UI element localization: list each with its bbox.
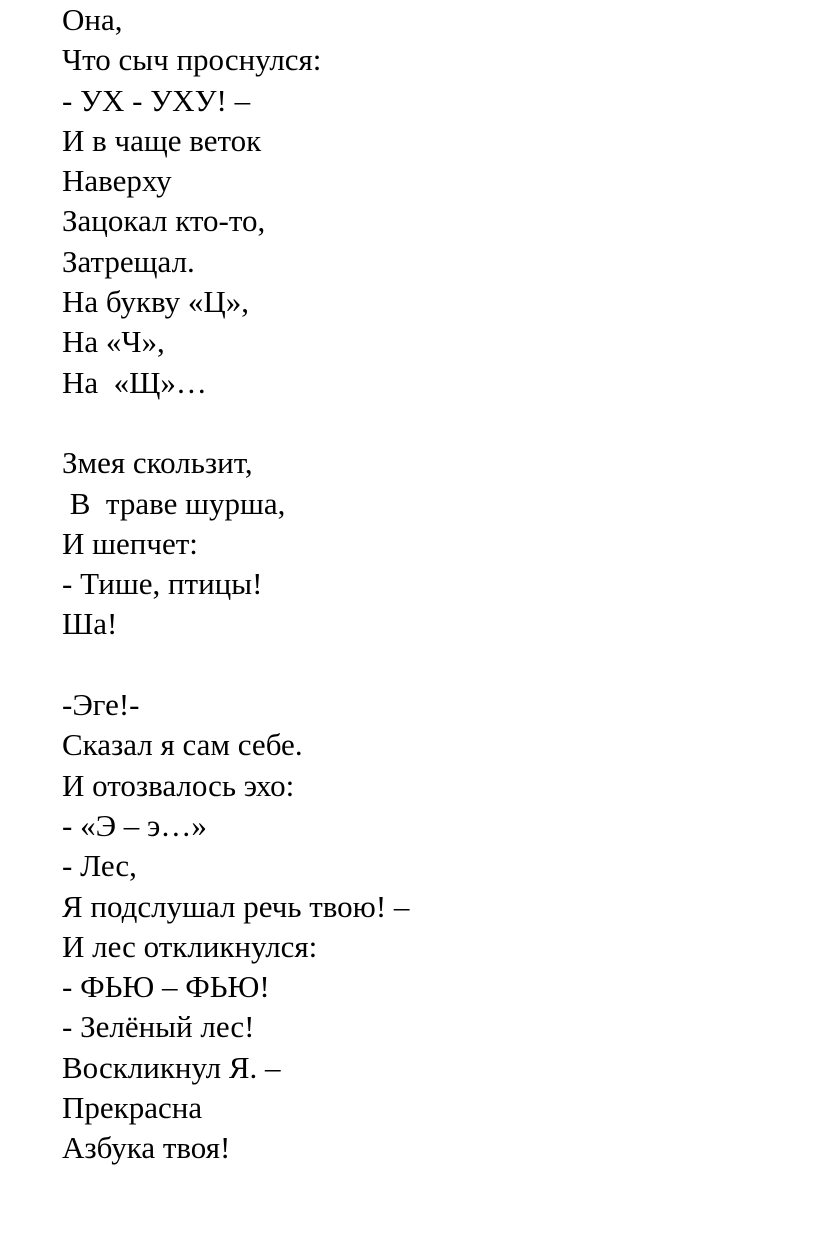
poem-line: - Зелёный лес! <box>62 1009 255 1045</box>
poem-line: - Лес, <box>62 848 137 884</box>
poem-line: Я подслушал речь твою! – <box>62 888 410 924</box>
poem-line: Она, <box>62 2 123 37</box>
stanza-1 <box>62 0 802 403</box>
poem-line: Зацокал кто-то, <box>62 203 266 239</box>
poem-line: В траве шурша, <box>62 485 286 521</box>
poem-line: -Эге!- <box>62 687 140 723</box>
poem-line: - УХ - УХУ! – <box>62 82 251 118</box>
poem-line: - «Э – э…» <box>62 807 207 843</box>
poem-line: И шепчет: <box>62 525 198 561</box>
poem-line: И в чаще веток <box>62 122 262 158</box>
poem-line: На «Щ»… <box>62 364 207 400</box>
poem-page <box>62 0 802 1209</box>
poem-line: И лес откликнулся: <box>62 928 318 964</box>
poem-line: Затрещал. <box>62 243 195 279</box>
poem-line: На «Ч», <box>62 324 165 360</box>
poem-line: - ФЬЮ – ФЬЮ! <box>62 969 270 1005</box>
poem-line: - Тише, птицы! <box>62 566 263 602</box>
poem-line: Что сыч проснулся: <box>62 42 322 78</box>
poem-line: Наверху <box>62 163 172 199</box>
stanza-3 <box>62 685 802 1169</box>
poem-line: Азбука твоя! <box>62 1130 231 1166</box>
poem-line: На букву «Ц», <box>62 284 250 320</box>
poem-line: Прекрасна <box>62 1090 203 1126</box>
poem-line: Воскликнул Я. – <box>62 1049 281 1085</box>
stanza-2 <box>62 443 802 644</box>
poem-line: И отозвалось эхо: <box>62 767 295 803</box>
poem-line: Сказал я сам себе. <box>62 727 303 763</box>
poem-line: Змея скользит, <box>62 445 253 481</box>
poem-line: Ша! <box>62 606 118 642</box>
